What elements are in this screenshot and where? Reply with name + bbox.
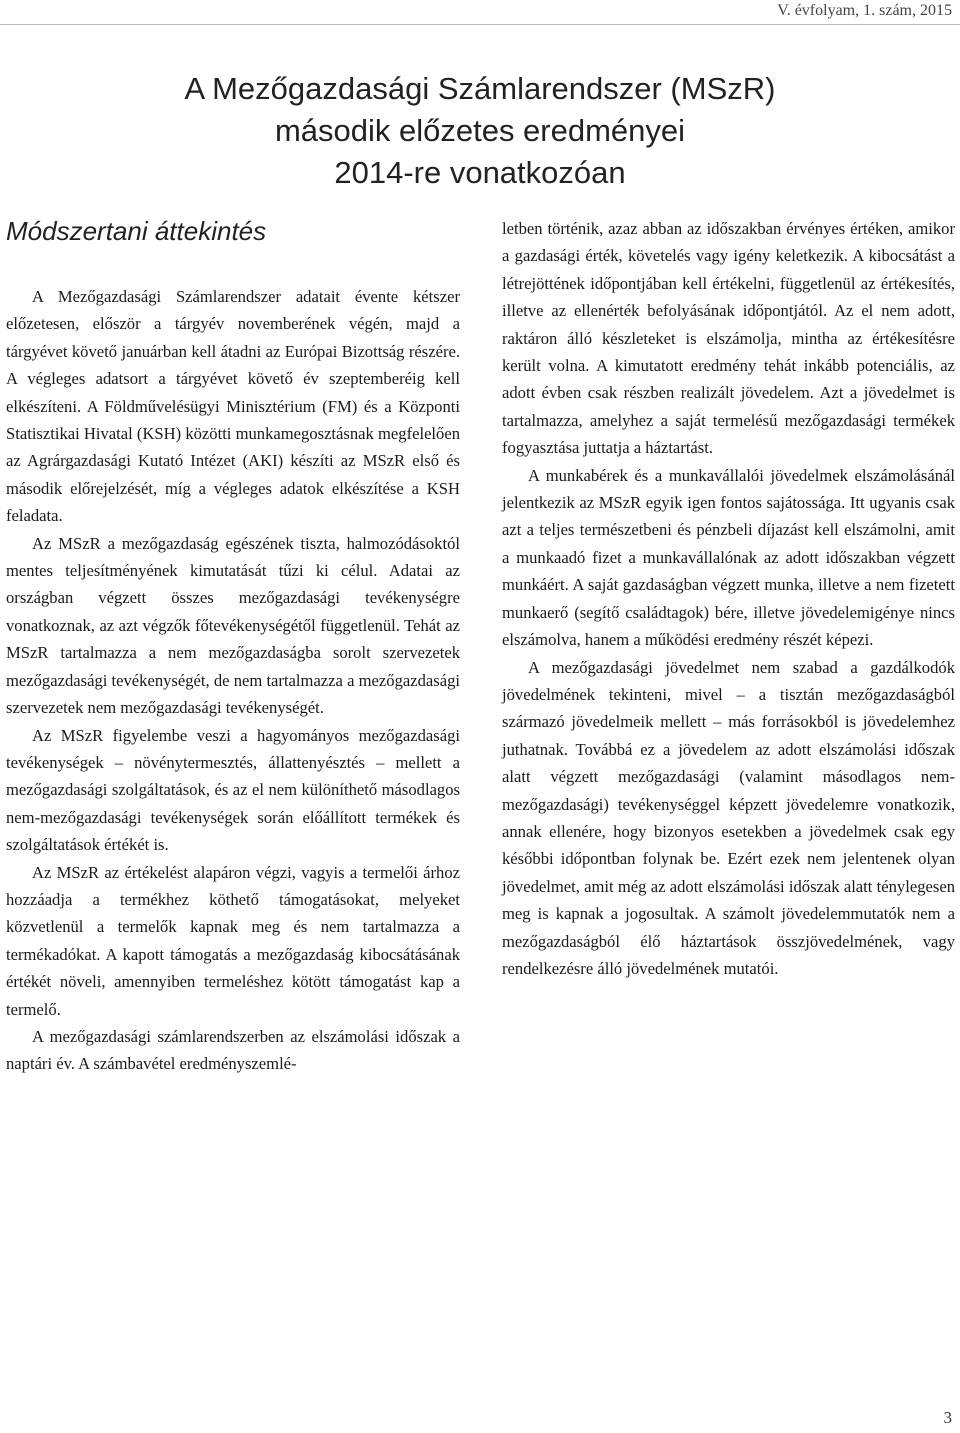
left-paragraph-1: A Mezőgazdasági Számlarendszer adatait évente kétszer előzetesen, először a tárgyév novemberének végén, majd a tárgyévet követő januárban kell átadni az Európai Bizottság részére. A végleges adatsort a tárgyévet követő év szeptemberéig kell elkészíteni. A Földművelésügyi Minisztérium (FM) és a Központi Statisztikai Hivatal (KSH) közötti munkamegosztásnak megfelelően az Agrárgazdasági Kutató Intézet (AKI) készíti az MSzR első és második előrejelzését, míg a végleges adatok elkészítése a KSH feladata. — [6, 287, 460, 526]
right-paragraph-1: letben történik, azaz abban az időszakban érvényes értéken, amikor a gazdasági érték, követelés vagy igény keletkezik. A kibocsátást a létrejöttének időpontjában kell értékelni, függetlenül az értékesítés, illetve az ellenérték befolyásának időpontjától. Az el nem adott, raktáron álló készleteket is elszámolja, mintha az értékesítésre került volna. A kimutatott eredmény tehát inkább potenciális, az adott évben csak részben realizált jövedelem. Azt a jövedelmet is tartalmazza, amelyhez a saját termelésű mezőgazdasági termékek fogyasztása juttatja a háztartást. — [502, 219, 955, 458]
section-heading: Módszertani áttekintés — [6, 216, 267, 246]
right-paragraph-2: A munkabérek és a munkavállalói jövedelmek elszámolásánál jelentkezik az MSzR egyik igen fontos sajátossága. Itt ugyanis csak azt a teljes természetbeni és pénzbeli díjazást kell elszámolni, amit a munkaadó fizet a munkavállalónak az adott időszakban végzett munkáért. A saját gazdaságban végzett munka, illetve a nem fizetett munkaerő (segítő családtagok) bére, illetve jövedelemigénye nincs elszámolva, hanem a működési eredmény részét képezi. — [502, 465, 955, 650]
left-paragraph-2: Az MSzR a mezőgazdaság egészének tiszta, halmozódásoktól mentes teljesítményének kimutatását tűzi ki célul. Adatai az országban végzett összes mezőgazdasági tevékenységre vonatkoznak, az azt végzők főtevékenységétől függetlenül. Tehát az MSzR tartalmazza a nem mezőgazdaságba sorolt szervezetek mezőgazdasági tevékenységét, de nem tartalmazza a mezőgazdasági szervezetek nem mezőgazdasági tevékenységét. — [6, 533, 460, 718]
right-column — [502, 215, 955, 982]
left-column — [6, 283, 460, 1078]
right-paragraph-3: A mezőgazdasági jövedelmet nem szabad a gazdálkodók jövedelmének tekinteni, mivel – a tisztán mezőgazdaságból származó jövedelmeik mellett – más forrásokból is jövedelemhez juthatnak. Továbbá ez a jövedelem az adott elszámolási időszak alatt végzett mezőgazdasági (valamint másodlagos nem-mezőgazdasági) tevékenységgel képzett jövedelemre vonatkozik, annak ellenére, hogy bizonyos esetekben a jövedelmek csak egy későbbi időpontban folynak be. Ezért ezek nem jelentenek olyan jövedelmet, amit még az adott elszámolási időszak alatt ténylegesen meg is kapnak a jogosultak. A számolt jövedelemmutatók nem a mezőgazdaságból élő háztartások összjövedelmének, vagy rendelkezésre álló jövedelmének mutatói. — [502, 657, 955, 978]
running-head: V. évfolyam, 1. szám, 2015 — [777, 2, 952, 19]
left-paragraph-5: A mezőgazdasági számlarendszerben az elszámolási időszak a naptári év. A számbavétel eredményszemlé- — [6, 1026, 460, 1074]
page-number: 3 — [943, 1408, 952, 1427]
title-line-2: második előzetes eredményei — [274, 113, 686, 148]
title-line-1: A Mezőgazdasági Számlarendszer (MSzR) — [184, 71, 776, 106]
title-line-3: 2014-re vonatkozóan — [334, 155, 626, 190]
left-paragraph-3: Az MSzR figyelembe veszi a hagyományos mezőgazdasági tevékenységek – növénytermesztés, állattenyésztés – mellett a mezőgazdasági szolgáltatások, és az el nem különíthető másodlagos nem-mezőgazdasági tevékenységek során előállított termékek és szolgáltatások értékét is. — [6, 725, 460, 855]
header-rule — [0, 24, 960, 25]
article-title — [100, 68, 860, 194]
left-paragraph-4: Az MSzR az értékelést alapáron végzi, vagyis a termelői árhoz hozzáadja a termékhez köthető támogatásokat, melyeket közvetlenül a termelők kapnak meg és nem tartalmazza a termékadókat. A kapott támogatás a mezőgazdaság kibocsátásának értékét növeli, amennyiben termeléshez kötött támogatást kap a termelő. — [6, 862, 460, 1019]
